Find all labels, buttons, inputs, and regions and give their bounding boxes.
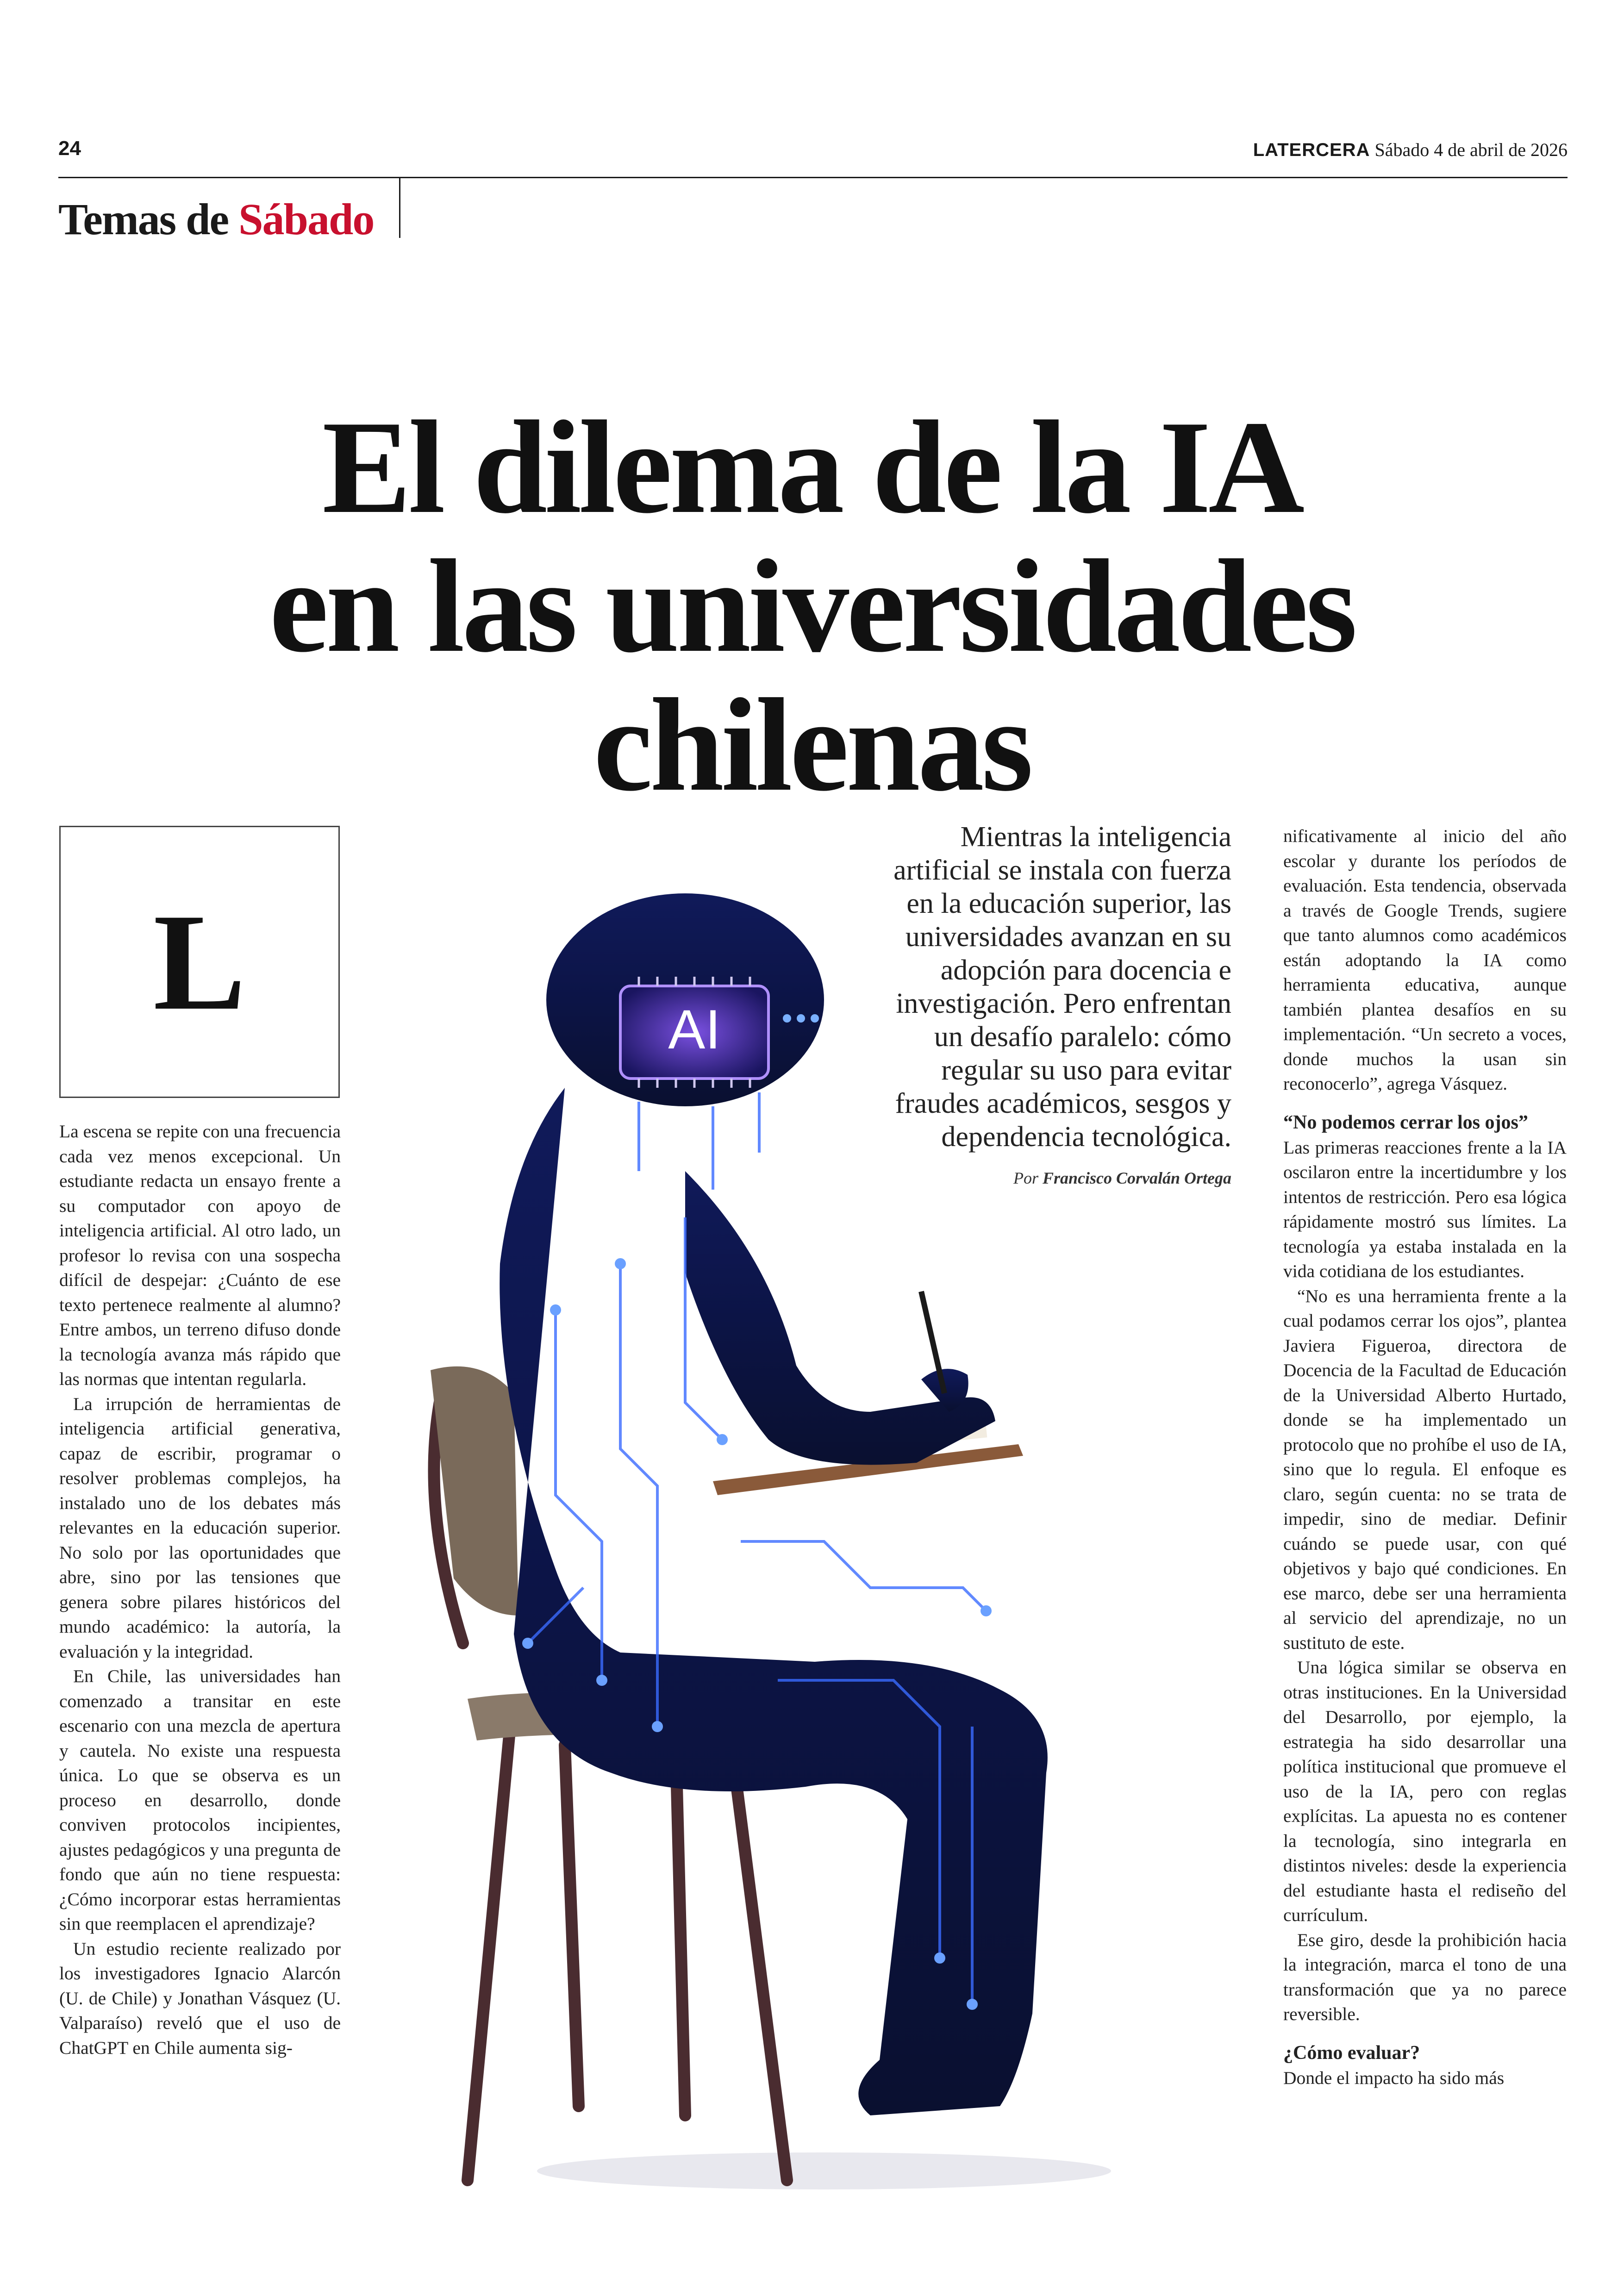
paragraph: La irrupción de herramientas de inteligencia artificial generativa, capaz de escribir, programar o resolver problemas complejos, ha instalado uno de los debates más relevantes en la educación superior. No solo por las oportunidades que abre, sino por las tensiones que genera sobre pilares históricos del mundo académico: la autoría, la evaluación y la integridad. bbox=[59, 1393, 341, 1662]
section-prefix: Temas de bbox=[58, 194, 229, 244]
issue-date: Sábado 4 de abril de 2026 bbox=[1374, 139, 1568, 160]
header-rule bbox=[58, 177, 1568, 178]
article-lead: Mientras la inteligencia artificial se instala con fuerza en la educación superior, las universidades avanzan en su adopción para docencia e investigación. Pero enfrentan un desafío paralelo: cómo regular su uso para evitar fraudes académicos, sesgos y dependencia tecnológica. bbox=[893, 821, 1231, 1153]
dropcap-letter: L bbox=[153, 885, 246, 1039]
subheading: ¿Cómo evaluar? bbox=[1283, 2042, 1420, 2064]
dropcap-box bbox=[59, 826, 340, 1098]
paragraph: “No es una herramienta frente a la cual podamos cerrar los ojos”, plantea Javiera Figueroa, directora de Docencia de la Facultad de Educación de la Universidad Alberto Hurtado, donde se ha implementado un protocolo que no prohíbe el uso de IA, sino que lo regula. El enfoque es claro, según cuenta: no se trata de impedir, sino de mediar. Definir cuándo se puede usar, con qué objetivos y bajo qué condiciones. En ese marco, debe ser una herramienta al servicio del aprendizaje, no un sustituto de este. bbox=[1283, 1285, 1567, 1653]
ai-chip-label: AI bbox=[668, 998, 721, 1060]
headline-line-2: en las universidades bbox=[269, 532, 1355, 680]
headline bbox=[93, 393, 1531, 819]
right-column bbox=[1283, 824, 1567, 2090]
byline bbox=[861, 1168, 1231, 1188]
section-accent: Sábado bbox=[238, 194, 374, 244]
left-column bbox=[59, 1119, 341, 2060]
paragraph: Las primeras reacciones frente a la IA oscilaron entre la incertidumbre y los intentos de restricción. Pero esa lógica rápidamente mostró sus límites. La tecnología ya estaba instalada en la vida cotidiana de los estudiantes. bbox=[1283, 1137, 1567, 1281]
paragraph: nificativamente al inicio del año escolar y durante los períodos de evaluación. Esta tendencia, observada a través de Google Trends, sugiere que tanto alumnos como académicos están adoptando la IA como herramienta educativa, aunque también plantea desafíos en su implementación. “Un secreto a voces, donde muchos la usan sin reconocerlo”, agrega Vásquez. bbox=[1283, 826, 1567, 1094]
byline-prefix: Por bbox=[1013, 1169, 1038, 1187]
subheading: “No podemos cerrar los ojos” bbox=[1283, 1111, 1528, 1133]
section-title bbox=[58, 193, 374, 245]
byline-author: Francisco Corvalán Ortega bbox=[1042, 1169, 1231, 1187]
paragraph: La escena se repite con una frecuencia cada vez menos excepcional. Un estudiante redacta un ensayo frente a su computador con apoyo de inteligencia artificial. Al otro lado, un profesor lo revisa con una sospecha difícil de despejar: ¿Cuánto de ese texto pertenece realmente al alumno? Entre ambos, un terreno difuso donde la tecnología avanza más rápido que las normas que intentan regularla. bbox=[59, 1121, 341, 1389]
newspaper-brand: LATERCERA bbox=[1253, 140, 1370, 160]
paragraph: Un estudio reciente realizado por los investigadores Ignacio Alarcón (U. de Chile) y Jonathan Vásquez (U. Valparaíso) reveló que el uso de ChatGPT en Chile aumenta sig- bbox=[59, 1938, 341, 2058]
paragraph: Una lógica similar se observa en otras instituciones. En la Universidad del Desarrollo, por ejemplo, la estrategia ha sido desarrollar una política institucional que promueve el uso de la IA, pero con reglas explícitas. La apuesta no es contener la tecnología, sino integrarla en distintos niveles: desde la experiencia del estudiante hasta el rediseño del currículum. bbox=[1283, 1657, 1567, 1925]
headline-line-3: chilenas bbox=[593, 671, 1031, 819]
section-divider bbox=[399, 178, 400, 238]
headline-line-1: El dilema de la IA bbox=[322, 393, 1302, 541]
paragraph: Ese giro, desde la prohibición hacia la integración, marca el tono de una transformación que ya no parece reversible. bbox=[1283, 1929, 1567, 2024]
masthead bbox=[1253, 139, 1568, 161]
paragraph: Donde el impacto ha sido más bbox=[1283, 2067, 1505, 2088]
page-number: 24 bbox=[58, 137, 81, 160]
paragraph: En Chile, las universidades han comenzado a transitar en este escenario con una mezcla de apertura y cautela. No existe una respuesta única. Lo que se observa es un proceso en desarrollo, donde conviven protocolos incipientes, ajustes pedagógicos y una pregunta de fondo que aún no tiene respuesta: ¿Cómo incorporar estas herramientas sin que reemplacen el aprendizaje? bbox=[59, 1666, 341, 1934]
